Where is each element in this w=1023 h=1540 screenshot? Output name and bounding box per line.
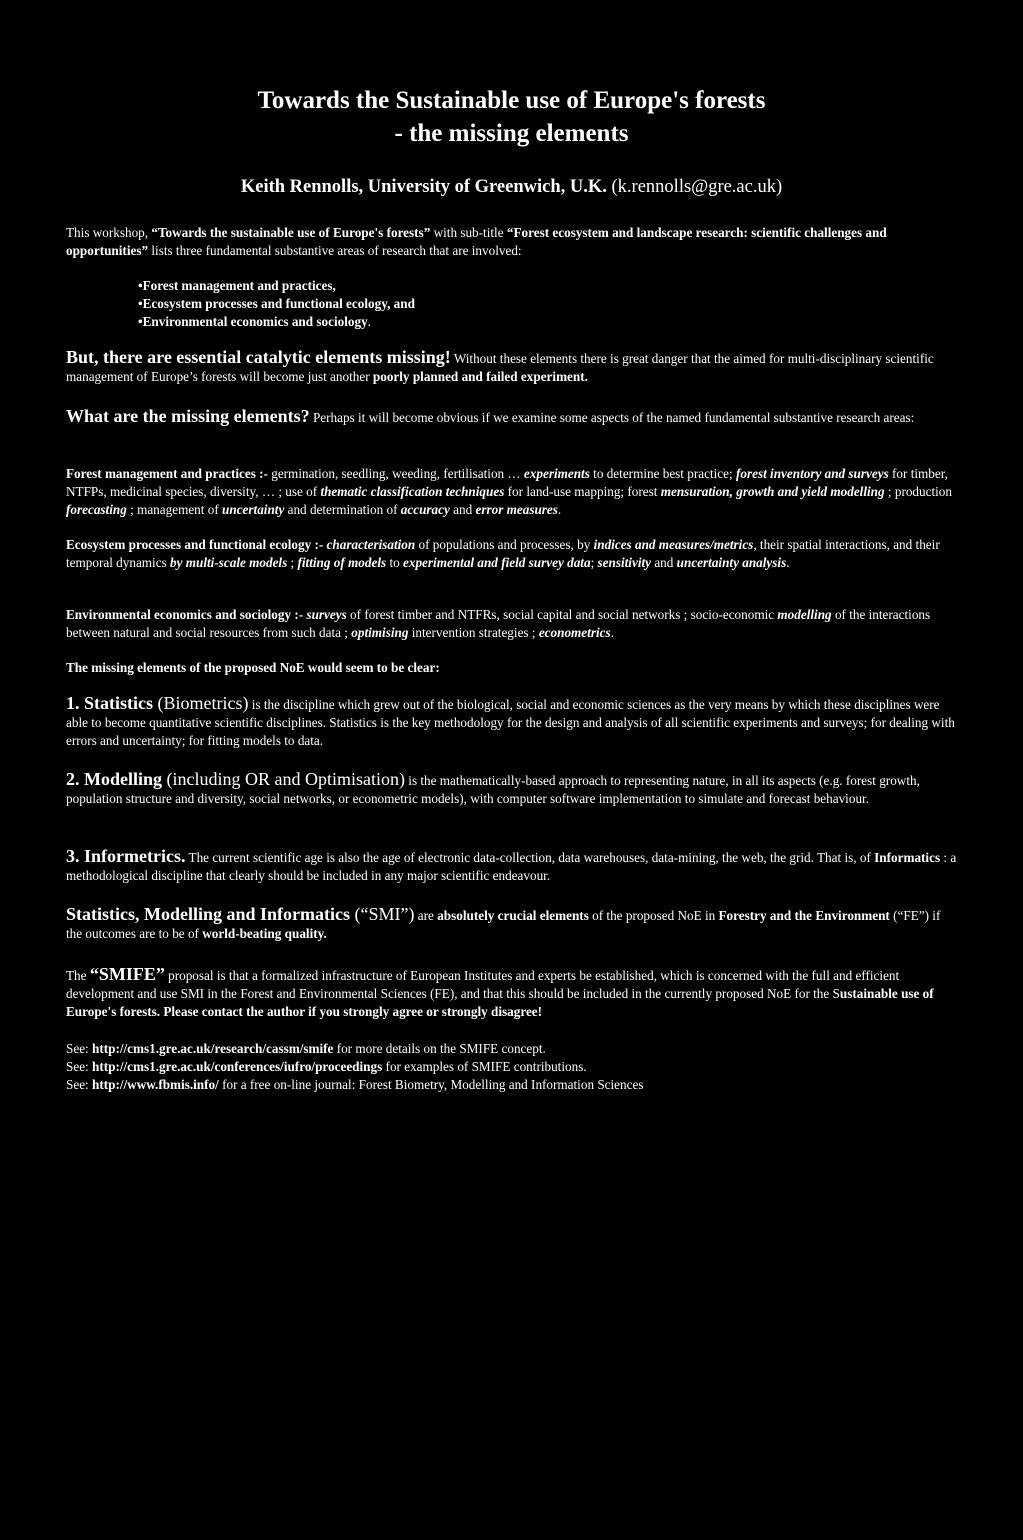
text: (“FE”) if the outcomes are to be of <box>66 908 941 941</box>
statistics-subheading: (Biometrics) <box>153 693 249 713</box>
informetrics-heading: 3. Informetrics. <box>66 846 186 866</box>
text: . <box>557 502 562 517</box>
term: econometrics <box>538 625 611 640</box>
term: uncertainty <box>222 502 285 517</box>
text: of forest timber and NTFRs, social capital and social networks ; socio-economic <box>346 607 778 622</box>
link-prefix: See: <box>66 1041 93 1056</box>
missing-text: Without these elements there is great danger that the aimed for multi-disciplinary scientific management of Europe’s forests will become just another <box>66 351 934 384</box>
list-item: •Forest management and practices, <box>138 278 336 293</box>
link-prefix: See: <box>66 1059 93 1074</box>
text: are <box>414 908 438 923</box>
modelling-heading: 2. Modelling <box>66 769 163 789</box>
text: and determination of <box>284 502 401 517</box>
env-paragraph <box>66 606 958 642</box>
text: of populations and processes, by <box>415 537 594 552</box>
modelling-paragraph <box>66 770 958 808</box>
text: ; production <box>884 484 952 499</box>
text: , their spatial interactions, and their temporal dynamics <box>66 537 940 570</box>
author-line <box>0 176 1023 198</box>
missing-elements-statement <box>66 659 958 677</box>
list-item <box>138 313 738 331</box>
link-line <box>66 1040 958 1058</box>
text: for timber, NTFPs, medicinal species, diversity, … ; use of <box>66 466 948 499</box>
term: Forestry and the Environment <box>718 908 890 923</box>
text: and <box>449 502 476 517</box>
term: optimising <box>351 625 409 640</box>
smi-heading: Statistics, Modelling and Informatics <box>66 904 351 924</box>
text: of the interactions between natural and social resources from such data ; <box>66 607 931 640</box>
workshop-title: “Towards the sustainable use of Europe's forests” <box>151 225 431 240</box>
text: ; <box>590 555 598 570</box>
smi-subheading: (“SMI”) <box>350 904 415 924</box>
smife-link[interactable]: http://cms1.gre.ac.uk/research/cassm/smife <box>92 1041 334 1056</box>
informetrics-paragraph <box>66 847 958 885</box>
term: thematic classification techniques <box>320 484 505 499</box>
title-line-2: - the missing elements <box>394 120 629 147</box>
text: . <box>610 625 614 640</box>
text: to determine best practice; <box>589 466 736 481</box>
what-heading: What are the missing elements? <box>66 406 310 426</box>
smi-paragraph <box>66 905 958 943</box>
term: experiments <box>523 466 590 481</box>
text: The current scientific age is also the age of electronic data-collection, data warehouses, data-mining, the web, the grid. That is, of <box>185 850 875 865</box>
link-suffix: for more details on the SMIFE concept. <box>333 1041 546 1056</box>
eco-heading: Ecosystem processes and functional ecology :- <box>66 537 324 552</box>
research-areas-list <box>138 277 738 331</box>
text: . <box>786 555 790 570</box>
term: mensuration, growth and yield modelling <box>660 484 885 499</box>
term: accuracy <box>400 502 450 517</box>
author-email: (k.rennolls@gre.ac.uk) <box>611 177 783 197</box>
text: ; <box>287 555 298 570</box>
term: Informatics <box>874 850 941 865</box>
smife-paragraph <box>66 965 958 1021</box>
term: by multi-scale models <box>170 555 288 570</box>
term: fitting of models <box>297 555 387 570</box>
statistics-text: is the discipline which grew out of the biological, social and economic sciences as the very means by which these disciplines were able to become quantitative scientific disciplines. Statistics is the key methodology for the design and analysis of all scientific experiments and surveys; for dealing with errors and uncertainty; for fitting models to data. <box>66 697 955 748</box>
link-suffix: for examples of SMIFE contributions. <box>382 1059 587 1074</box>
missing-emphasis: poorly planned and failed experiment. <box>372 369 588 384</box>
link-suffix: for a free on-line journal: Forest Biometry, Modelling and Information Sciences <box>218 1077 644 1092</box>
text: The <box>66 968 90 983</box>
modelling-subheading: (including OR and Optimisation) <box>162 769 405 789</box>
text: intervention strategies ; <box>408 625 539 640</box>
text: ; management of <box>126 502 223 517</box>
text: and <box>651 555 677 570</box>
eco-paragraph <box>66 536 958 572</box>
what-text: Perhaps it will become obvious if we examine some aspects of the named fundamental substantive research areas: <box>309 410 915 425</box>
workshop-subtitle: “Forest ecosystem and landscape research: scientific challenges and opportunities” <box>66 225 887 258</box>
intro-paragraph <box>66 224 958 260</box>
term: modelling <box>777 607 832 622</box>
text: for land-use mapping; forest <box>504 484 661 499</box>
term: characterisation <box>323 537 416 552</box>
forest-paragraph <box>66 465 958 519</box>
link-line <box>66 1058 958 1076</box>
text: proposal is that a formalized infrastructure of European Institutes and experts be established, which is concerned with the full and efficient development and use SMI in the Forest and Environmental Sciences (FE), and that this should be included in the currently proposed NoE for the S <box>66 968 900 1001</box>
term: ustainable use of Europe's forests. Please contact the author if you strongly agree or strongly disagree! <box>66 986 934 1019</box>
term: uncertainty analysis <box>676 555 787 570</box>
text: of the proposed NoE in <box>588 908 719 923</box>
modelling-text: is the mathematically-based approach to representing nature, in all its aspects (e.g. forest growth, population structure and diversity, social networks, or econometric models), with computer software implementation to simulate and forecast behaviour. <box>66 773 920 806</box>
env-heading: Environmental economics and sociology :- <box>66 607 304 622</box>
term: absolutely crucial elements <box>437 908 589 923</box>
statistics-paragraph <box>66 694 958 750</box>
smife-heading: “SMIFE” <box>89 964 165 984</box>
term: error measures <box>475 502 558 517</box>
text: germination, seedling, weeding, fertilisation … <box>267 466 524 481</box>
forest-heading: Forest management and practices :- <box>66 466 268 481</box>
author-name: Keith Rennolls, University of Greenwich, U.K. <box>240 177 607 197</box>
term: indices and measures/metrics <box>593 537 754 552</box>
list-item-text: •Environmental economics and sociology <box>138 314 368 329</box>
link-line <box>66 1076 958 1094</box>
link-prefix: See: <box>66 1077 93 1092</box>
intro-text-2: with sub-title <box>430 225 507 240</box>
journal-link[interactable]: http://www.fbmis.info/ <box>92 1077 219 1092</box>
text: : a methodological discipline that clearly should be included in any major scientific endeavour. <box>66 850 957 883</box>
clear-statement: The missing elements of the proposed NoE would seem to be clear: <box>66 660 440 675</box>
missing-heading: But, there are essential catalytic elements missing! <box>66 347 451 367</box>
statistics-heading: 1. Statistics <box>66 693 153 713</box>
what-paragraph <box>66 407 958 427</box>
term: forecasting <box>66 502 127 517</box>
proceedings-link[interactable]: http://cms1.gre.ac.uk/conferences/iufro/proceedings <box>92 1059 383 1074</box>
term: experimental and field survey data <box>403 555 591 570</box>
text: to <box>386 555 404 570</box>
list-item: •Ecosystem processes and functional ecology, and <box>138 296 415 311</box>
term: forest inventory and surveys <box>735 466 889 481</box>
missing-paragraph <box>66 348 958 386</box>
links-list <box>66 1040 958 1094</box>
intro-text-1: This workshop, <box>66 225 152 240</box>
term: world-beating quality. <box>202 926 327 941</box>
poster-title <box>0 84 1023 150</box>
term: sensitivity <box>597 555 652 570</box>
term: surveys <box>303 607 347 622</box>
intro-text-3: lists three fundamental substantive areas of research that are involved: <box>148 243 522 258</box>
list-item-end: . <box>367 314 371 329</box>
title-line-1: Towards the Sustainable use of Europe's forests <box>257 87 766 114</box>
